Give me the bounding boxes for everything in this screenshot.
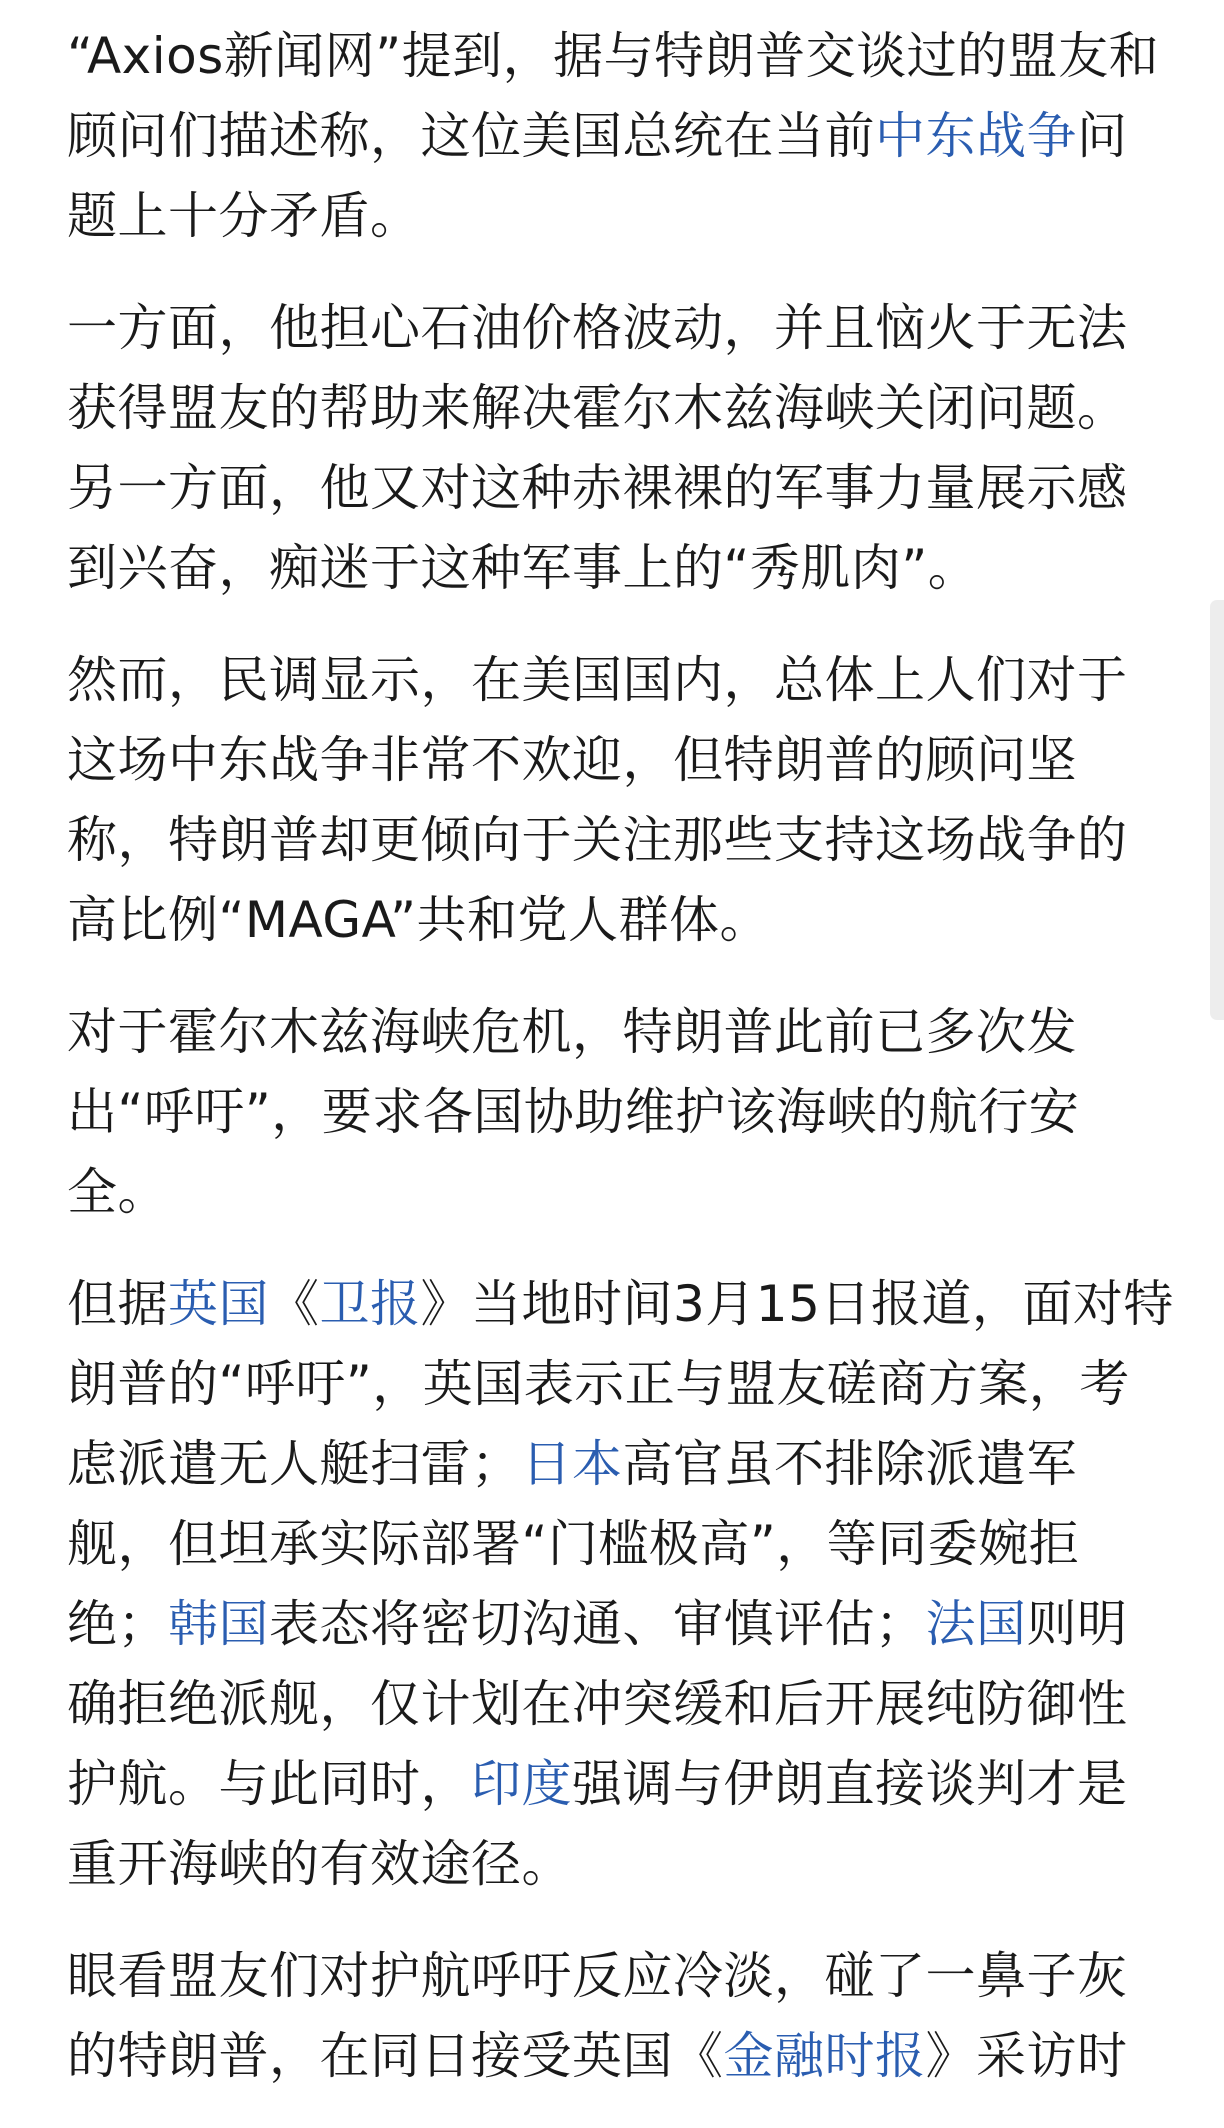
article-paragraph bbox=[67, 16, 1177, 256]
paragraph-text: 一方面，他担心石油价格波动，并且恼火于无法获得盟友的帮助来解决霍尔木兹海峡关闭问题。另一方面，他又对这种赤裸裸的军事力量展示感到兴奋，痴迷于这种军事上的“秀肌肉”。 bbox=[67, 299, 1128, 597]
paragraph-text: 强调与伊朗直接谈判才是重开海峡的有效途径。 bbox=[67, 1755, 1128, 1893]
paragraph-text: 眼看盟友们对护航呼吁反应冷淡，碰了一鼻子灰的特朗普，在同日接受英国《 bbox=[67, 1947, 1128, 2085]
paragraph-text: 则明确拒绝派舰，仅计划在冲突缓和后开展纯防御性护航。与此同时， bbox=[67, 1595, 1128, 1813]
article-paragraph bbox=[67, 640, 1177, 960]
inline-link[interactable]: 印度 bbox=[471, 1755, 572, 1813]
article-body bbox=[67, 16, 1177, 2128]
inline-link[interactable]: 金融时报 bbox=[723, 2027, 926, 2085]
paragraph-text: 表态将密切沟通、审慎评估； bbox=[269, 1595, 926, 1653]
article-paragraph bbox=[67, 992, 1177, 1232]
inline-link[interactable]: 法国 bbox=[925, 1595, 1027, 1653]
article-paragraph bbox=[67, 288, 1177, 608]
paragraph-text: 但据 bbox=[67, 1275, 168, 1333]
article-paragraph bbox=[67, 1264, 1177, 1904]
article-paragraph bbox=[67, 1936, 1177, 2096]
inline-link[interactable]: 韩国 bbox=[168, 1595, 269, 1653]
paragraph-text: 然而，民调显示，在美国国内，总体上人们对于这场中东战争非常不欢迎，但特朗普的顾问坚称，特朗普却更倾向于关注那些支持这场战争的高比例“MAGA”共和党人群体。 bbox=[67, 651, 1128, 949]
inline-link[interactable]: 卫报 bbox=[319, 1275, 421, 1333]
paragraph-text: 》采访时 bbox=[925, 2027, 1128, 2085]
paragraph-text: 问题上十分矛盾。 bbox=[67, 107, 1128, 245]
paragraph-text: “Axios新闻网”提到，据与特朗普交谈过的盟友和顾问们描述称，这位美国总统在当前 bbox=[67, 27, 1160, 165]
inline-link[interactable]: 中东战争 bbox=[875, 107, 1077, 165]
inline-link[interactable]: 日本 bbox=[521, 1435, 623, 1493]
inline-link[interactable]: 英国 bbox=[168, 1275, 269, 1333]
scrollbar[interactable] bbox=[1210, 600, 1224, 1020]
paragraph-text: 《 bbox=[269, 1275, 320, 1333]
paragraph-text: 》当地时间3月15日报道，面对特朗普的“呼吁”，英国表示正与盟友磋商方案，考虑派遣无人艇扫雷； bbox=[67, 1275, 1174, 1493]
paragraph-text: 高官虽不排除派遣军舰，但坦承实际部署“门槛极高”，等同委婉拒绝； bbox=[67, 1435, 1080, 1653]
paragraph-text: 对于霍尔木兹海峡危机，特朗普此前已多次发出“呼吁”，要求各国协助维护该海峡的航行安全。 bbox=[67, 1003, 1080, 1221]
